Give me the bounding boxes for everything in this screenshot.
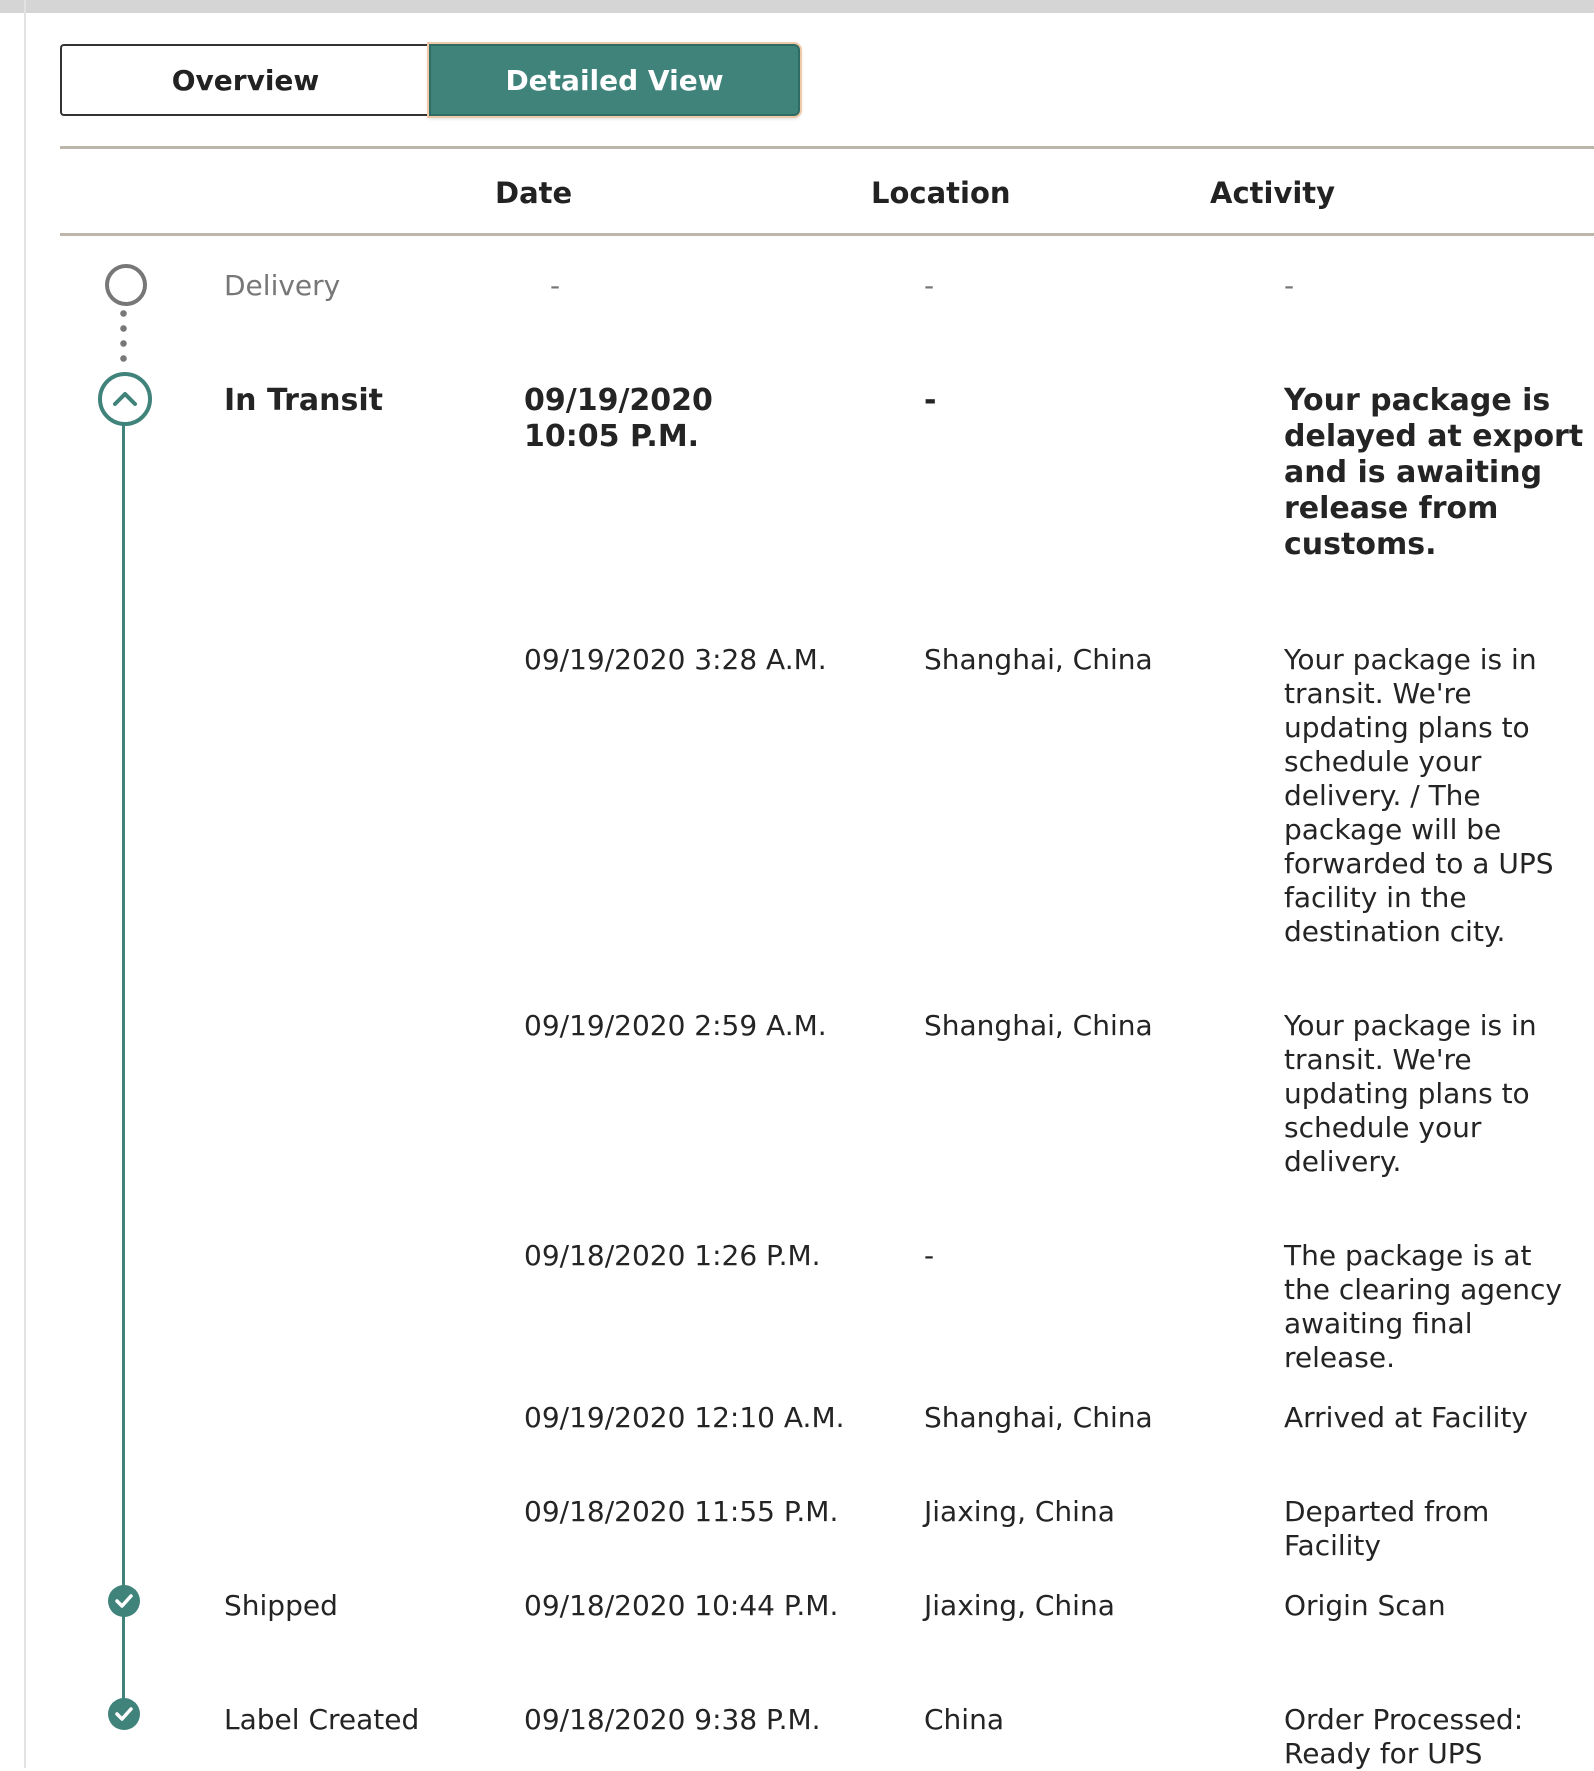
location-cell: - <box>924 383 937 418</box>
overview-tab[interactable]: Overview <box>60 44 429 116</box>
date-column-header: Date <box>495 176 573 210</box>
header-divider-top <box>60 146 1594 149</box>
date-cell: 09/19/2020 12:10 A.M. <box>524 1401 845 1434</box>
left-border <box>24 0 26 1768</box>
date-cell: - <box>550 269 561 302</box>
status-label: In Transit <box>224 383 384 418</box>
location-cell: Shanghai, China <box>924 643 1153 676</box>
header-divider-bottom <box>60 233 1594 236</box>
pending-circle-icon <box>105 264 147 306</box>
timeline-pending-connector <box>120 306 127 366</box>
date-cell: 09/18/2020 9:38 P.M. <box>524 1703 821 1736</box>
date-cell: 09/19/2020 10:05 P.M. <box>524 383 713 454</box>
activity-cell: Your package is in transit. We're updating plans to schedule your delivery. <box>1284 1009 1537 1178</box>
status-label: Label Created <box>224 1703 420 1736</box>
activity-cell: The package is at the clearing agency awaiting final release. <box>1284 1239 1562 1374</box>
activity-cell: Your package is delayed at export and is awaiting release from customs. <box>1284 383 1584 562</box>
check-circle-icon <box>108 1585 140 1617</box>
activity-cell: Arrived at Facility <box>1284 1401 1528 1434</box>
location-cell: Jiaxing, China <box>924 1495 1115 1528</box>
location-cell: Shanghai, China <box>924 1401 1153 1434</box>
location-cell: - <box>924 269 935 302</box>
activity-cell: Order Processed: Ready for UPS <box>1284 1703 1524 1770</box>
location-cell: - <box>924 1239 935 1272</box>
location-cell: Jiaxing, China <box>924 1589 1115 1622</box>
activity-cell: - <box>1284 269 1295 302</box>
location-cell: Shanghai, China <box>924 1009 1153 1042</box>
timeline-line-transit <box>122 418 125 1604</box>
check-circle-icon <box>108 1698 140 1730</box>
activity-cell: Origin Scan <box>1284 1589 1446 1622</box>
chevron-up-icon[interactable] <box>98 372 152 426</box>
date-cell: 09/18/2020 10:44 P.M. <box>524 1589 839 1622</box>
date-cell: 09/19/2020 3:28 A.M. <box>524 643 827 676</box>
top-strip <box>0 0 1594 13</box>
activity-cell: Your package is in transit. We're updating plans to schedule your delivery. / The package will be forwarded to a UPS facility in the destination city. <box>1284 643 1554 948</box>
date-cell: 09/18/2020 11:55 P.M. <box>524 1495 839 1528</box>
detailed-view-tab[interactable]: Detailed View <box>429 44 800 116</box>
date-cell: 09/18/2020 1:26 P.M. <box>524 1239 821 1272</box>
status-label: Shipped <box>224 1589 338 1622</box>
view-toggle <box>60 44 800 116</box>
date-cell: 09/19/2020 2:59 A.M. <box>524 1009 827 1042</box>
activity-cell: Departed from Facility <box>1284 1495 1490 1562</box>
location-cell: China <box>924 1703 1004 1736</box>
activity-column-header: Activity <box>1210 176 1336 210</box>
status-label: Delivery <box>224 269 341 302</box>
location-column-header: Location <box>871 176 1011 210</box>
